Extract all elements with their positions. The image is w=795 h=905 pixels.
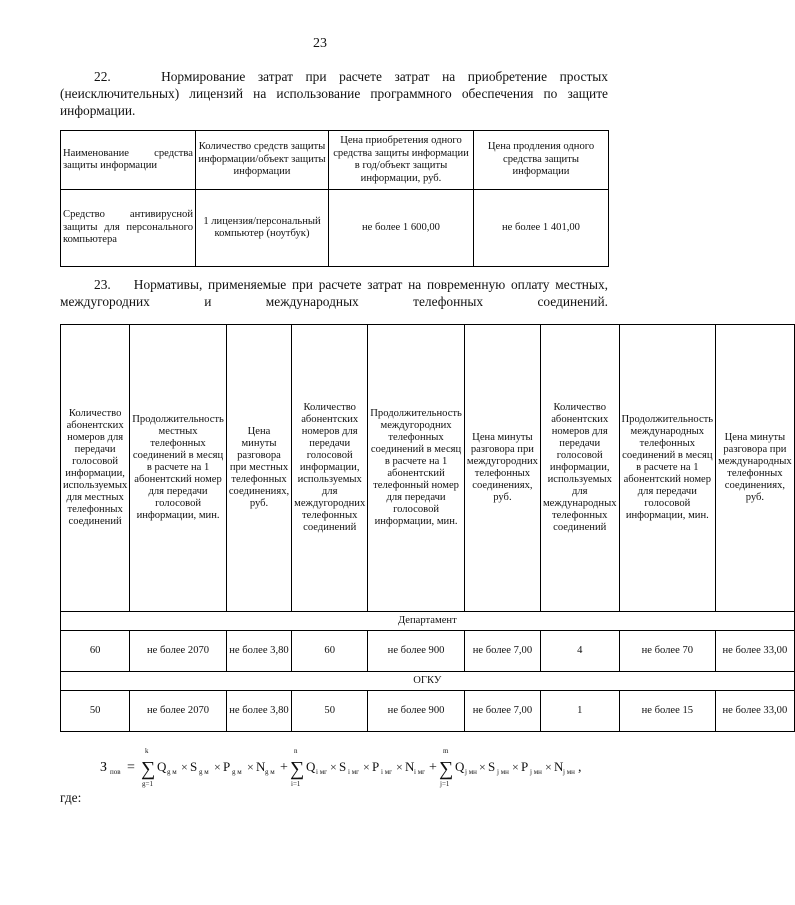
formula-subscript: i мг xyxy=(381,768,392,776)
table-cell: 60 xyxy=(292,631,368,672)
formula-times: × xyxy=(214,760,221,774)
table-cell: не более 33,00 xyxy=(716,691,795,732)
table-header-cell: Количество средств защиты информации/объект защиты информации xyxy=(196,131,329,190)
table-row xyxy=(61,691,795,732)
table-header-cell: Цена продления одного средства защиты информации xyxy=(474,131,609,190)
table-header-row xyxy=(61,131,609,190)
table-cell: не более 900 xyxy=(368,631,465,672)
table-cell: не более 900 xyxy=(368,691,465,732)
formula-tail: , xyxy=(578,760,582,775)
table-cell: 1 лицензия/персональный компьютер (ноутбук) xyxy=(196,190,329,267)
table-header-cell: Количество абонентских номеров для передачи голосовой информации, используемых для местных телефонных соединений xyxy=(61,325,130,612)
formula-times: × xyxy=(181,760,188,774)
formula-subscript: g м xyxy=(199,768,209,776)
section-title: ОГКУ xyxy=(61,672,795,691)
table-cell: не более 2070 xyxy=(130,631,227,672)
table-cell: 50 xyxy=(292,691,368,732)
table-header-cell: Продолжительность международных телефонных соединений в месяц в расчете на 1 абонентский номер для передачи голосовой информации, мин. xyxy=(619,325,716,612)
table-header-cell: Продолжительность местных телефонных соединений в месяц в расчете на 1 абонентский номер для передачи голосовой информации, мин. xyxy=(130,325,227,612)
formula-subscript: g м xyxy=(265,768,275,776)
section-22-text: Нормирование затрат при расчете затрат на приобретение простых (неисключительных) лицензий на использование программного обеспечения по защите информации. xyxy=(60,69,608,118)
section-22-number: 22. xyxy=(94,69,111,84)
formula-variable: Q xyxy=(157,759,167,774)
table-cell: не более 70 xyxy=(619,631,716,672)
formula-times: × xyxy=(512,760,519,774)
formula-subscript: j мн xyxy=(563,768,575,776)
table-cell: 60 xyxy=(61,631,130,672)
formula-subscript: i мг xyxy=(348,768,359,776)
formula-variable: N xyxy=(405,759,415,774)
section-title: Департамент xyxy=(61,612,795,631)
table-cell: 4 xyxy=(540,631,619,672)
formula-lhs-subscript: пов xyxy=(110,768,121,776)
table-cell: не более 2070 xyxy=(130,691,227,732)
formula-equals: = xyxy=(127,760,135,775)
formula-variable: S xyxy=(339,759,347,774)
cost-formula xyxy=(100,744,620,790)
table-header-cell: Количество абонентских номеров для передачи голосовой информации, используемых для междугородних телефонных соединений xyxy=(292,325,368,612)
table-cell: не более 7,00 xyxy=(464,631,540,672)
formula-sum-lower: g=1 xyxy=(142,780,153,788)
table-cell: не более 1 600,00 xyxy=(329,190,474,267)
formula-sum-lower: i=1 xyxy=(291,780,301,788)
formula-times: × xyxy=(545,760,552,774)
formula-variable: P xyxy=(223,759,231,774)
table-cell: не более 3,80 xyxy=(226,631,291,672)
table-header-row xyxy=(61,325,795,612)
table-header-cell: Наименование средства защиты информации xyxy=(61,131,196,190)
table-cell: не более 33,00 xyxy=(716,631,795,672)
table-row xyxy=(61,190,609,267)
table-header-cell: Цена минуты разговора при международных телефонных соединениях, руб. xyxy=(716,325,795,612)
table-header-cell: Цена минуты разговора при междугородних телефонных соединениях, руб. xyxy=(464,325,540,612)
formula-times: × xyxy=(479,760,486,774)
formula-variable: N xyxy=(554,759,564,774)
section-row-ogku xyxy=(61,672,795,691)
table-cell: Средство антивирусной защиты для персонального компьютера xyxy=(61,190,196,267)
section-22-paragraph xyxy=(60,68,608,119)
table-header-cell: Количество абонентских номеров для передачи голосовой информации, используемых для международных телефонных соединений xyxy=(540,325,619,612)
formula-variable: Q xyxy=(306,759,316,774)
telephone-norms-table xyxy=(60,324,795,732)
formula-variable: S xyxy=(190,759,198,774)
table-header-cell: Цена минуты разговора при местных телефонных соединениях, руб. xyxy=(226,325,291,612)
formula-sum-upper: m xyxy=(443,747,449,755)
formula-lhs: З xyxy=(100,760,108,775)
table-cell: не более 7,00 xyxy=(464,691,540,732)
formula-times: × xyxy=(396,760,403,774)
formula-sum-sign: ∑ xyxy=(141,758,156,780)
formula-plus: + xyxy=(280,760,288,775)
formula-plus: + xyxy=(429,760,437,775)
formula-variable: N xyxy=(256,759,266,774)
table-cell: не более 15 xyxy=(619,691,716,732)
formula-subscript: g м xyxy=(232,768,242,776)
formula-subscript: j мн xyxy=(465,768,477,776)
formula-times: × xyxy=(330,760,337,774)
formula-subscript: i мг xyxy=(316,768,327,776)
table-header-cell: Продолжительность междугородних телефонных соединений в месяц в расчете на 1 абонентский телефонный номер для передачи голосовой информации, мин. xyxy=(368,325,465,612)
table-cell: не более 3,80 xyxy=(226,691,291,732)
formula-sum-upper: n xyxy=(294,747,298,755)
section-row-department xyxy=(61,612,795,631)
where-label: где: xyxy=(60,790,82,805)
formula-subscript: j мн xyxy=(530,768,542,776)
formula-times: × xyxy=(363,760,370,774)
table-row xyxy=(61,631,795,672)
formula-variable: Q xyxy=(455,759,465,774)
formula-sum-sign: ∑ xyxy=(290,758,305,780)
formula-times: × xyxy=(247,760,254,774)
table-cell: 1 xyxy=(540,691,619,732)
formula-sum-sign: ∑ xyxy=(439,758,454,780)
formula-subscript: j мн xyxy=(497,768,509,776)
table-cell: не более 1 401,00 xyxy=(474,190,609,267)
formula-subscript: i мг xyxy=(414,768,425,776)
page-number: 23 xyxy=(313,36,327,51)
formula-variable: S xyxy=(488,759,496,774)
table-header-cell: Цена приобретения одного средства защиты информации в год/объект защиты информации, руб. xyxy=(329,131,474,190)
section-23-text: Нормативы, применяемые при расчете затрат на повременную оплату местных, междугородних и международных телефонных соединений. xyxy=(60,277,608,309)
section-23-number: 23. xyxy=(94,277,111,292)
formula-variable: P xyxy=(372,759,380,774)
formula-variable: P xyxy=(521,759,529,774)
section-23-paragraph xyxy=(60,276,608,310)
table-cell: 50 xyxy=(61,691,130,732)
formula-sum-lower: j=1 xyxy=(440,780,450,788)
formula-sum-upper: k xyxy=(145,747,149,755)
license-cost-table xyxy=(60,130,609,267)
formula-subscript: g м xyxy=(167,768,177,776)
